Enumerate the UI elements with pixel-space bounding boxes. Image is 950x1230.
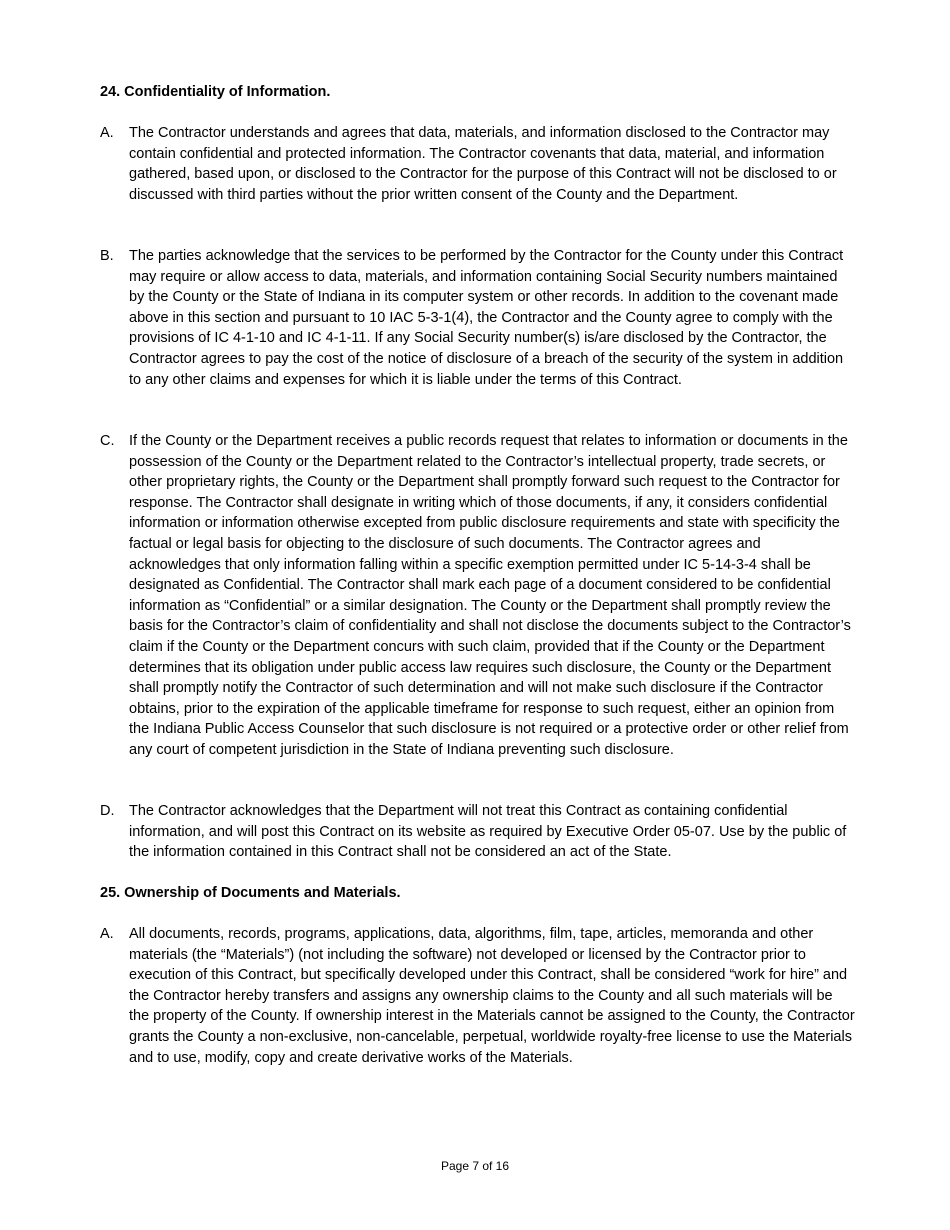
section-24-item-c [100,431,860,761]
item-letter: C. [100,433,115,449]
item-text: All documents, records, programs, applications, data, algorithms, film, tape, articles, memoranda and other materials (the “Materials”) (not including the software) not developed or licensed by the Contractor prior to execution of this Contract, but specifically developed under this Contract, shall be considered “work for hire” and the Contractor hereby transfers and assigns any ownership claims to the County and all such materials will be the property of the County. If ownership interest in the Materials cannot be assigned to the County, the Contractor grants the County a non-exclusive, non-cancelable, perpetual, worldwide royalty-free license to use the Materials and to use, modify, copy and create derivative works of the Materials. [129,926,855,1066]
item-letter: B. [100,248,114,264]
item-text: The parties acknowledge that the services to be performed by the Contractor for the County under this Contract may require or allow access to data, materials, and information containing Social Security numbers maintained by the County or the State of Indiana in its computer system or other records. In addition to the covenant made above in this section and pursuant to 10 IAC 5-3-1(4), the Contractor and the County agree to comply with the provisions of IC 4-1-10 and IC 4-1-11. If any Social Security number(s) is/are disclosed by the Contractor, the Contractor agrees to pay the cost of the notice of disclosure of a breach of the security of the system in addition to any other claims and expenses for which it is liable under the terms of this Contract. [129,248,844,388]
section-25-item-a [100,924,860,1068]
section-24-item-b [100,246,860,390]
item-text: The Contractor acknowledges that the Department will not treat this Contract as containing confidential information, and will post this Contract on its website as required by Executive Order 05-07. Use by the public of the information contained in this Contract shall not be considered an act of the State. [129,803,847,861]
item-text: If the County or the Department receives a public records request that relates to information or documents in the possession of the County or the Department related to the Contractor’s intellectual property, trade secrets, or other proprietary rights, the County or the Department shall promptly forward such request to the Contractor for response. The Contractor shall designate in writing which of those documents, if any, it considers confidential information or information otherwise excepted from public disclosure requirements and state with specificity the factual or legal basis for objecting to the disclosure of such documents. The Contractor agrees and acknowledges that only information falling within a specific exemption permitted under IC 5-14-3-4 shall be designated as Confidential. The Contractor shall mark each page of a document considered to be confidential information as “Confidential” or a similar designation. The County or the Department shall promptly review the basis for the Contractor’s claim of confidentiality and shall not disclose the documents subject to the Contractor’s claim if the County or the Department concurs with such claim, provided that if the County or the Department determines that its obligation under public access law requires such disclosure, the County or the Department shall promptly notify the Contractor of such determination and will not make such disclosure if the Contractor obtains, prior to the expiration of the applicable timeframe for response to such request, either an opinion from the Indiana Public Access Counselor that such disclosure is not required or a protective order or other relief from any court of competent jurisdiction in the State of Indiana preventing such disclosure. [129,433,851,758]
section-24-item-d [100,801,860,863]
section-24-item-a [100,123,860,205]
item-letter: A. [100,125,114,141]
item-letter: D. [100,803,115,819]
section-25-heading: 25. Ownership of Documents and Materials. [100,885,401,901]
item-letter: A. [100,926,114,942]
page-number-footer: Page 7 of 16 [440,1159,510,1173]
section-24-heading: 24. Confidentiality of Information. [100,84,331,100]
item-text: The Contractor understands and agrees that data, materials, and information disclosed to the Contractor may contain confidential and protected information. The Contractor covenants that data, material, and information gathered, based upon, or disclosed to the Contractor for the purpose of this Contract will not be disclosed to or discussed with third parties without the prior written consent of the County and the Department. [129,125,837,203]
